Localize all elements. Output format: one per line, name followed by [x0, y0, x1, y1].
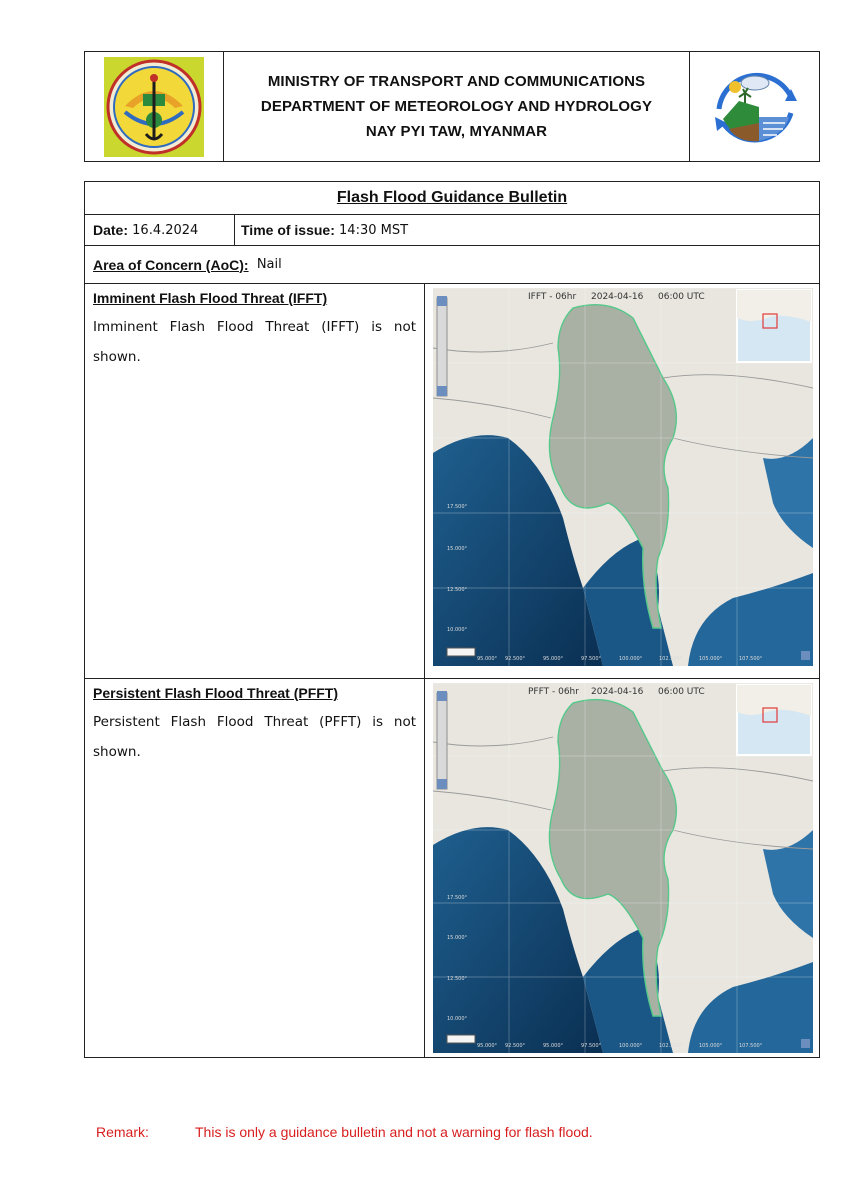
ministry-name: MINISTRY OF TRANSPORT AND COMMUNICATIONS [267, 73, 646, 90]
ifft-heading: Imminent Flash Flood Threat (IFFT) [93, 290, 328, 306]
pfft-heading: Persistent Flash Flood Threat (PFFT) [93, 685, 339, 701]
ifft-lat-label: 10.000° [447, 627, 467, 633]
ifft-lon-label: 95.000° [477, 656, 497, 662]
ifft-section [85, 284, 819, 679]
ministry-emblem-icon [103, 56, 205, 158]
ifft-lon-label: 102.500° [659, 656, 683, 662]
ifft-lon-label: 100.000° [619, 656, 643, 662]
ifft-map-product: IFFT - 06hr [528, 292, 577, 302]
dmh-logo-cell [689, 52, 819, 161]
pfft-lon-label: 95.000° [477, 1043, 497, 1049]
ministry-logo-cell [85, 52, 224, 161]
pfft-map [433, 683, 813, 1053]
ifft-lon-label: 97.500° [581, 656, 601, 662]
ifft-body: Imminent Flash Flood Threat (IFFT) is not shown. [93, 319, 416, 365]
department-name: DEPARTMENT OF METEOROLOGY AND HYDROLOGY [260, 98, 653, 115]
letterhead [84, 51, 820, 162]
date-cell [85, 215, 235, 245]
date-value: 16.4.2024 [132, 222, 199, 238]
remark-text: This is only a guidance bulletin and not a warning for flash flood. [195, 1124, 593, 1140]
pfft-map-date: 2024-04-16 [591, 687, 644, 697]
remark [96, 1124, 593, 1140]
area-of-concern-row [85, 246, 819, 284]
pfft-map-cell [425, 679, 819, 1057]
ifft-map-cell [425, 284, 819, 678]
ifft-map-date: 2024-04-16 [591, 292, 644, 302]
aoc-value: Nail [256, 257, 282, 272]
location-name: NAY PYI TAW, MYANMAR [365, 123, 548, 140]
pfft-lon-ticks [477, 1043, 763, 1049]
pfft-section [85, 679, 819, 1057]
ifft-lat-label: 17.500° [447, 504, 467, 510]
pfft-lon-label: 102.500° [659, 1043, 683, 1049]
pfft-lat-label: 12.500° [447, 976, 467, 982]
ifft-lon-ticks [477, 656, 763, 662]
pfft-lon-label: 92.500° [505, 1043, 525, 1049]
ifft-lon-label: 105.000° [699, 656, 723, 662]
pfft-lon-label: 107.500° [739, 1043, 763, 1049]
pfft-lat-label: 15.000° [447, 935, 467, 941]
ifft-lon-label: 95.000° [543, 656, 563, 662]
pfft-lon-label: 97.500° [581, 1043, 601, 1049]
ifft-text-cell [85, 284, 425, 678]
pfft-body: Persistent Flash Flood Threat (PFFT) is not shown. [93, 714, 416, 760]
time-label: Time of issue: [241, 222, 335, 238]
ifft-lon-label: 92.500° [505, 656, 525, 662]
pfft-lat-label: 17.500° [447, 895, 467, 901]
bulletin-title: Flash Flood Guidance Bulletin [336, 189, 568, 206]
ifft-map-time: 06:00 UTC [658, 292, 705, 302]
ifft-lon-label: 107.500° [739, 656, 763, 662]
bulletin-title-row [85, 182, 819, 215]
pfft-text-cell [85, 679, 425, 1057]
ifft-map [433, 288, 813, 666]
remark-label: Remark: [96, 1124, 149, 1140]
pfft-lat-label: 10.000° [447, 1016, 467, 1022]
date-label: Date: [93, 222, 129, 238]
pfft-map-product: PFFT - 06hr [528, 687, 579, 697]
pfft-map-time: 06:00 UTC [658, 687, 705, 697]
ifft-lat-label: 15.000° [447, 546, 467, 552]
letterhead-title [224, 52, 689, 161]
aoc-label: Area of Concern (AoC): [93, 256, 249, 273]
time-cell [235, 215, 819, 245]
pfft-lon-label: 100.000° [619, 1043, 643, 1049]
pfft-lon-label: 105.000° [699, 1043, 723, 1049]
time-value: 14:30 MST [339, 222, 409, 238]
bulletin-table [84, 181, 820, 1058]
hydrological-cycle-logo-icon [705, 57, 805, 157]
ifft-lat-label: 12.500° [447, 587, 467, 593]
pfft-lon-label: 95.000° [543, 1043, 563, 1049]
issue-info-row [85, 215, 819, 246]
